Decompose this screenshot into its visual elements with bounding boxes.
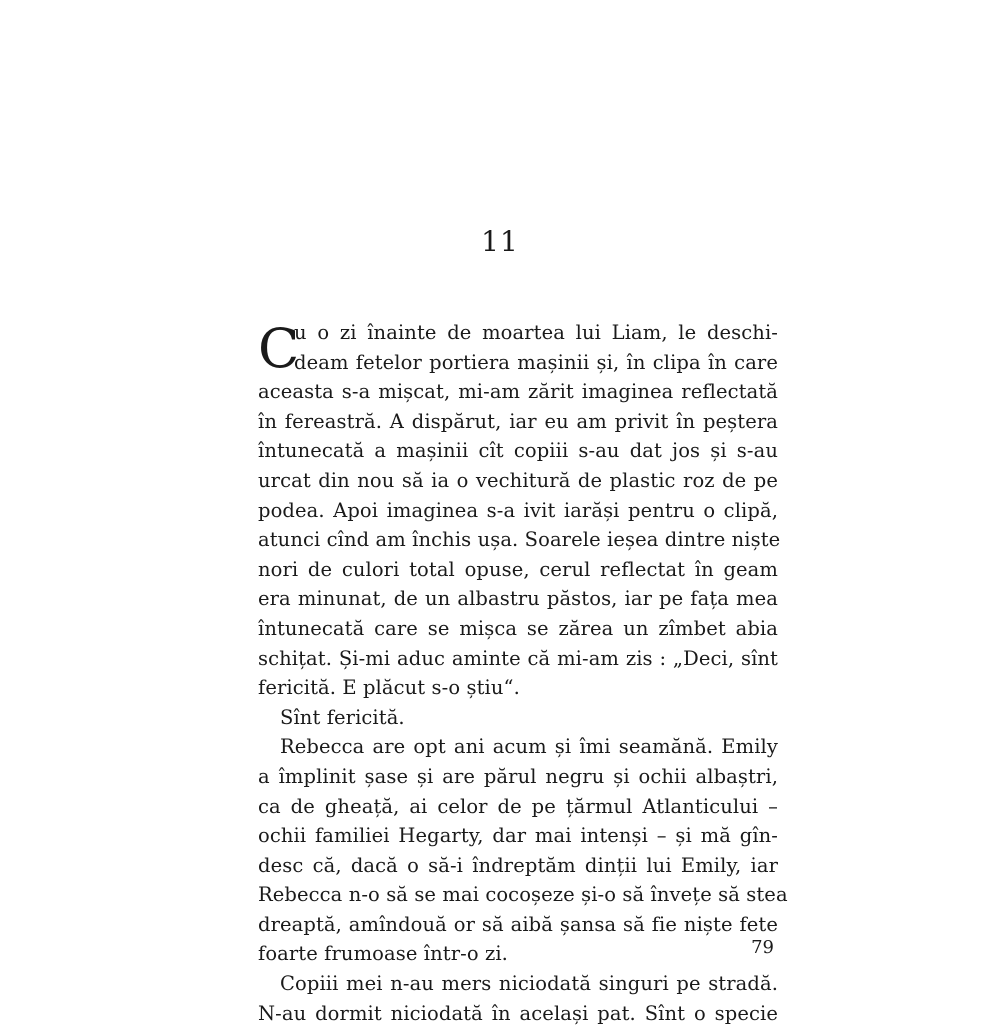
text-line: foarte frumoase într-o zi. [258,942,508,966]
text-line: Rebecca n-o să se mai cocoșeze și-o să învețe să stea [258,883,788,907]
text-line: nori de culori total opuse, cerul reflectat în geam [258,557,778,581]
text-line: desc că, dacă o să-i îndreptăm dinții lui Emily, iar [258,853,778,877]
text-line: N-au dormit niciodată în același pat. Sînt o specie [258,1001,778,1025]
body-text [258,317,788,1028]
text-line: întunecată a mașinii cît copiii s-au dat jos și s-au [258,439,778,463]
text-line: schițat. Și-mi aduc aminte că mi-am zis : „Deci, sînt [258,646,778,670]
text-line: deam fetelor portiera mașinii și, în clipa în care [294,350,778,374]
text-line: fericită. E plăcut s-o știu“. [258,676,520,700]
text-line: în fereastră. A dispărut, iar eu am privit în peștera [258,409,778,433]
text-line: întunecată care se mișca se zărea un zîmbet abia [258,616,778,640]
text-line: dreaptă, amîndouă or să aibă șansa să fie niște fete [258,912,778,936]
text-line: Sînt fericită. [280,705,405,729]
paragraph-2 [258,703,778,733]
text-line: era minunat, de un albastru păstos, iar pe fața mea [258,587,778,611]
text-line: u o zi înainte de moartea lui Liam, le deschi- [294,321,778,344]
text-line: Rebecca are opt ani acum și îmi seamănă. Emily [280,735,778,759]
text-line: aceasta s-a mișcat, mi-am zărit imaginea reflectată [258,380,778,404]
text-line: atunci cînd am închis ușa. Soarele ieșea dintre niște [258,528,781,552]
text-line: a împlinit șase și are părul negru și ochii albaștri, [258,764,778,788]
text-line: Copiii mei n-au mers niciodată singuri pe stradă. [280,972,778,996]
text-line: podea. Apoi imaginea s-a ivit iarăși pentru o clipă, [258,498,778,522]
paragraph-4 [258,969,778,1028]
paragraph-1 [258,317,781,703]
paragraph-3 [258,732,788,969]
text-line: ca de gheață, ai celor de pe țărmul Atlanticului – [258,794,778,818]
chapter-number: 11 [481,225,519,258]
drop-cap: C [258,317,300,380]
text-line: urcat din nou să ia o vechitură de plastic roz de pe [258,468,778,492]
text-line: ochii familiei Hegarty, dar mai intenși – și mă gîn- [258,824,778,848]
page-number: 79 [751,937,774,958]
